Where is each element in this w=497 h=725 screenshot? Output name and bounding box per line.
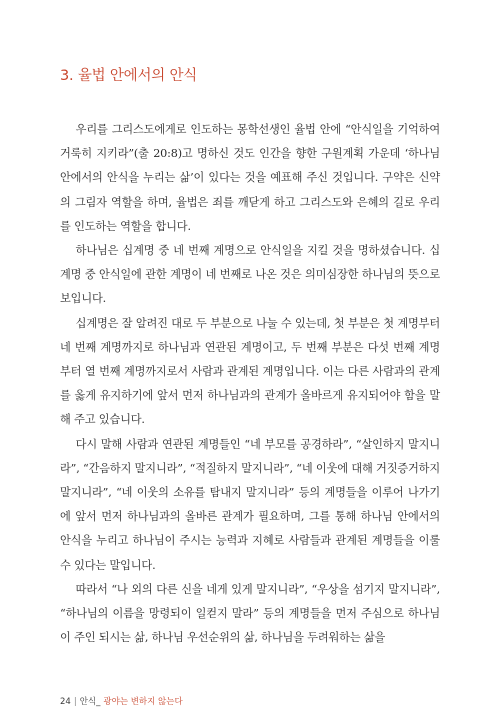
paragraph-4: 다시 말해 사람과 연관된 계명들인 “네 부모를 공경하라”, “살인하지 말지니라”, “간음하지 말지니라”, “적질하지 말지니라”, “네 이웃에 대해 거짓증거하지 말지니라”, “네 이웃의 소유를 탐내지 말지니라” 등의 계명들을 이루어 나가기에 앞서 먼저 하나님과의 올바른 관계가 필요하며, 그를 통해 하나님 안에서의 안식을 누리고 하나님이 주시는 능력과 지혜로 사람들과 관계된 계명들을 이룰 수 있다는 말입니다.: [60, 437, 440, 572]
body-text: [60, 118, 440, 650]
paragraph-2: 하나님은 십계명 중 네 번째 계명으로 안식일을 지킬 것을 명하셨습니다. 십계명 중 안식일에 관한 계명이 네 번째로 나온 것은 의미심장한 하나님의 뜻으로 보입니다.: [60, 244, 440, 306]
paragraph-3: 십계명은 잘 알려진 대로 두 부분으로 나눌 수 있는데, 첫 부분은 첫 계명부터 네 번째 계명까지로 하나님과 연관된 계명이고, 두 번째 부분은 다섯 번째 계명부터 열 번째 계명까지로서 사람과 관계된 계명입니다. 이는 다른 사람과의 관계를 옳게 유지하기에 앞서 먼저 하나님과의 관계가 올바르게 유지되어야 함을 말해 주고 있습니다.: [60, 316, 440, 427]
footer-separator: |: [73, 697, 77, 707]
book-title: 안식: [79, 697, 97, 707]
page-number: 24: [60, 697, 71, 707]
page-footer: 24 | 안식_ 광야는 변하지 않는다: [60, 697, 183, 707]
section-title: 3. 율법 안에서의 안식: [60, 68, 198, 84]
paragraph-1: 우리를 그리스도에게로 인도하는 몽학선생인 율법 안에 “안식일을 기억하여 거룩히 지키라”(출 20:8)고 명하신 것도 인간을 향한 구원계획 가운데 ‘하나님 안에서의 안식을 누리는 삶’이 있다는 것을 예표해 주신 것입니다. 구약은 신약의 그림자 역할을 하며, 율법은 죄를 깨닫게 하고 그리스도와 은혜의 길로 우리를 인도하는 역할을 합니다.: [60, 123, 440, 233]
book-subtitle: 광야는 변하지 않는다: [103, 697, 183, 707]
paragraph-5: 따라서 “나 외의 다른 신을 네게 있게 말지니라”, “우상을 섬기지 말지니라”, “하나님의 이름을 망령되이 일컫지 말라” 등의 계명들을 먼저 주심으로 하나님이 주인 되시는 삶, 하나님 우선순위의 삶, 하나님을 두려워하는 삶을: [60, 582, 440, 645]
